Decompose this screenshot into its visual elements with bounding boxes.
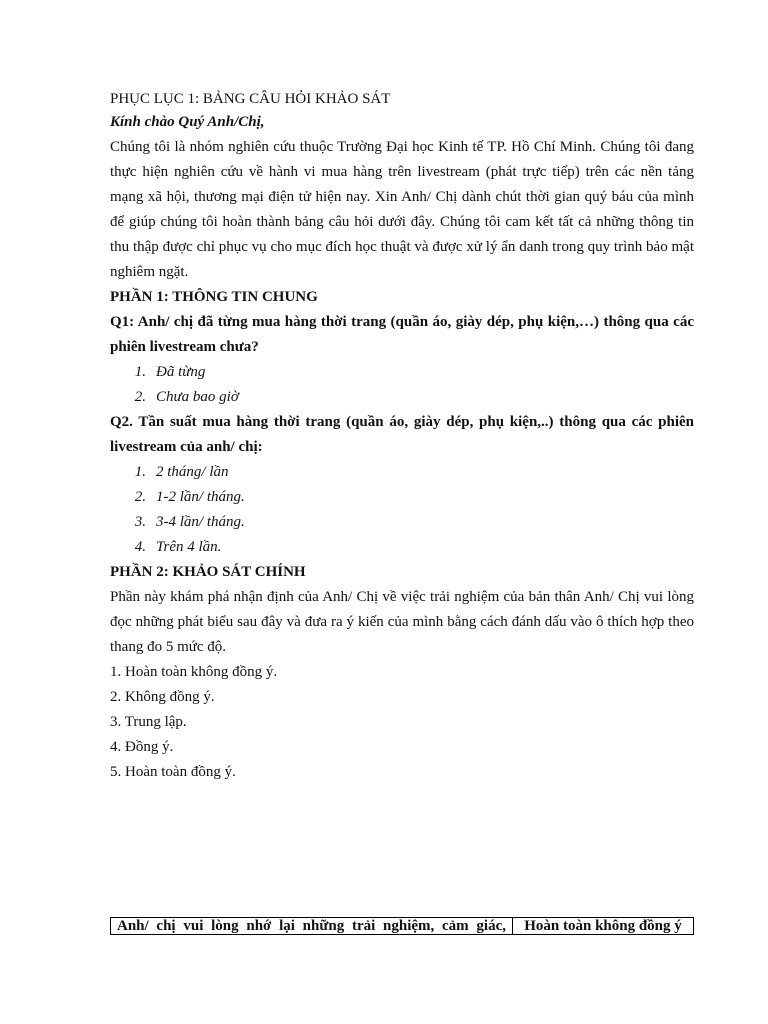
question-q2: Q2. Tần suất mua hàng thời trang (quần áo, giày dép, phụ kiện,..) thông qua các phiên livestream của anh/ chị: — [110, 414, 694, 455]
scale-item: 4. Đồng ý. — [110, 739, 174, 755]
q2-option — [110, 510, 694, 535]
appendix-title: PHỤC LỤC 1: BẢNG CÂU HỎI KHẢO SÁT — [110, 91, 391, 107]
option-number: 1. — [134, 364, 146, 380]
option-number: 1. — [134, 464, 146, 480]
q2-option — [110, 485, 694, 510]
intro-paragraph: Chúng tôi là nhóm nghiên cứu thuộc Trường Đại học Kinh tế TP. Hồ Chí Minh. Chúng tôi đang thực hiện nghiên cứu về hành vi mua hàng trên livestream (phát trực tiếp) trên các nền tảng mạng xã hội, thương mại điện tử hiện nay. Xin Anh/ Chị dành chút thời gian quý báu của mình để giúp chúng tôi hoàn thành bảng câu hỏi dưới đây. Chúng tôi cam kết tất cả những thông tin thu thập được chỉ phục vụ cho mục đích học thuật và được xử lý ẩn danh trong quy trình bảo mật nghiêm ngặt. — [110, 139, 694, 280]
document-body — [110, 88, 694, 785]
table-header-statement: Anh/ chị vui lòng nhớ lại những trải nghiệm, cảm giác, — [111, 918, 513, 934]
q2-option — [110, 535, 694, 560]
q1-option — [110, 360, 694, 385]
option-label: Đã từng — [156, 364, 206, 380]
option-label: 3-4 lần/ tháng. — [156, 514, 245, 530]
part2-heading: PHẦN 2: KHẢO SÁT CHÍNH — [110, 564, 306, 580]
q2-option — [110, 460, 694, 485]
option-number: 4. — [134, 539, 146, 555]
part1-heading: PHẦN 1: THÔNG TIN CHUNG — [110, 289, 318, 305]
scale-item: 2. Không đồng ý. — [110, 689, 215, 705]
q1-option — [110, 385, 694, 410]
question-q1: Q1: Anh/ chị đã từng mua hàng thời trang (quần áo, giày dép, phụ kiện,…) thông qua các phiên livestream chưa? — [110, 314, 694, 355]
option-number: 2. — [134, 489, 146, 505]
option-label: Trên 4 lần. — [156, 539, 222, 555]
scale-item: 3. Trung lập. — [110, 714, 187, 730]
option-label: Chưa bao giờ — [156, 389, 239, 405]
option-label: 2 tháng/ lần — [156, 464, 229, 480]
option-number: 3. — [134, 514, 146, 530]
part2-intro: Phần này khám phá nhận định của Anh/ Chị về việc trải nghiệm của bản thân Anh/ Chị vui lòng đọc những phát biểu sau đây và đưa ra ý kiến của mình bằng cách đánh dấu vào ô thích hợp theo thang đo 5 mức độ. — [110, 589, 694, 655]
table-header-scale: Hoàn toàn không đồng ý — [524, 918, 682, 934]
scale-item: 5. Hoàn toàn đồng ý. — [110, 764, 236, 780]
scale-item: 1. Hoàn toàn không đồng ý. — [110, 664, 278, 680]
option-label: 1-2 lần/ tháng. — [156, 489, 245, 505]
greeting: Kính chào Quý Anh/Chị, — [110, 114, 265, 130]
survey-table-header — [110, 917, 694, 935]
option-number: 2. — [134, 389, 146, 405]
